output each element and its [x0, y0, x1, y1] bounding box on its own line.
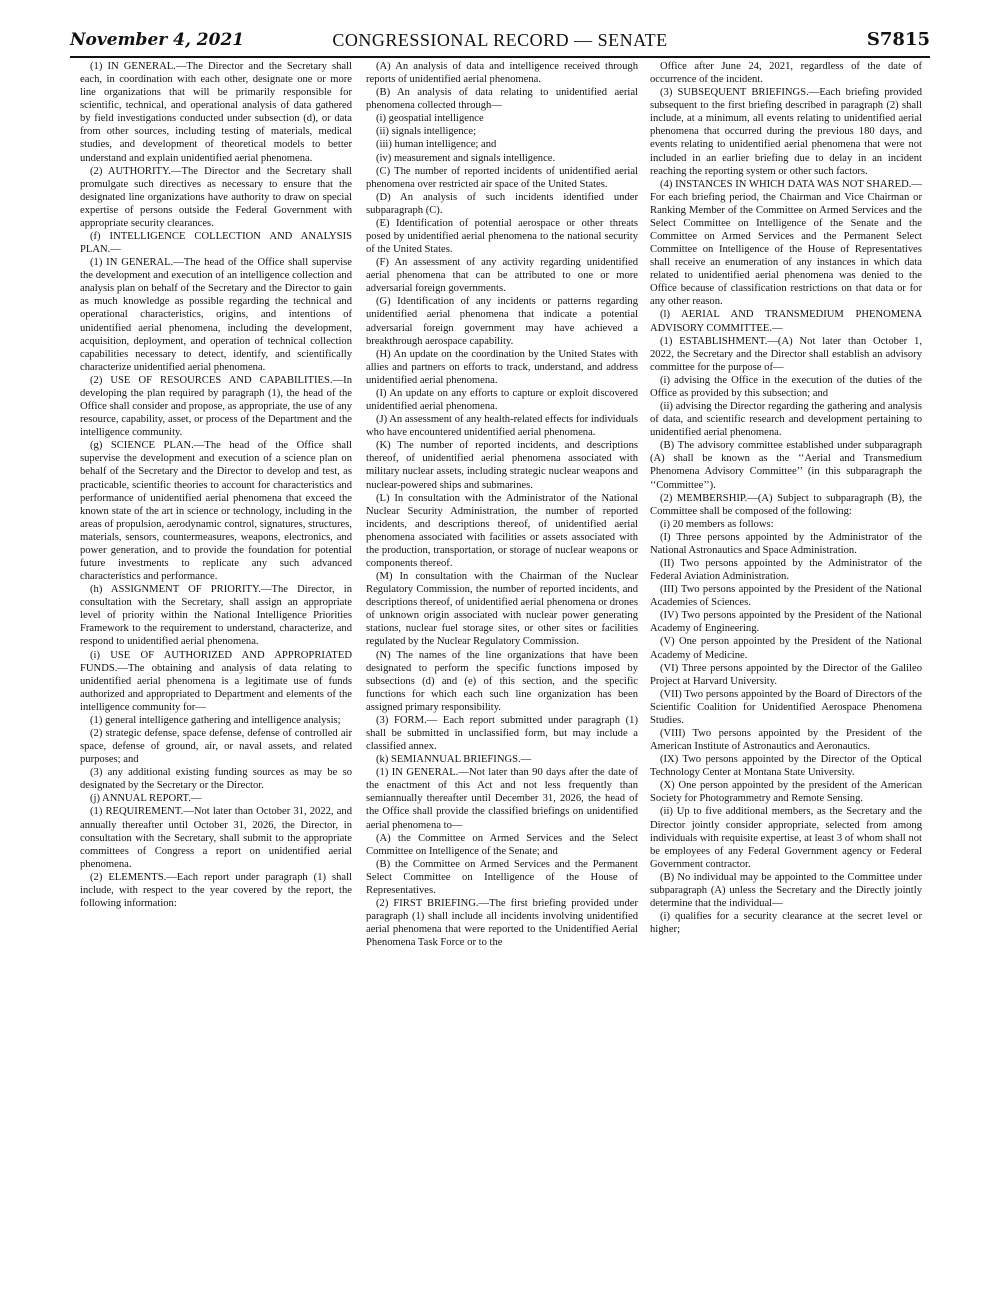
paragraph: (IX) Two persons appointed by the Director of the Optical Technology Center at Montana State University.: [650, 754, 922, 779]
paragraph: (j) ANNUAL REPORT.—: [90, 793, 202, 805]
paragraph: Office after June 24, 2021, regardless of the date of occurrence of the incident.: [650, 61, 922, 86]
paragraph: (i) 20 members as follows:: [660, 518, 774, 530]
paragraph: (f) INTELLIGENCE COLLECTION AND ANALYSIS PLAN.—: [80, 231, 352, 256]
paragraph: (N) The names of the line organizations that have been designated to perform the specific functions imposed by subsections (d) and (e) of this section, and the specific functions for which each such line organization has been assigned primary responsibility.: [366, 649, 638, 713]
paragraph: (X) One person appointed by the president of the American Society for Photogrammetry and Remote Sensing.: [650, 780, 922, 805]
paragraph: (l) AERIAL AND TRANSMEDIUM PHENOMENA ADVISORY COMMITTEE.—: [650, 309, 922, 334]
paragraph: (3) any additional existing funding sources as may be so designated by the Secretary or the Director.: [80, 767, 352, 792]
paragraph: (2) FIRST BRIEFING.—The first briefing provided under paragraph (1) shall include all incidents involving unidentified aerial phenomena that were reported to the Unidentified Aerial Phenomena Task Force or to the: [366, 898, 638, 949]
paragraph: (2) AUTHORITY.—The Director and the Secretary shall promulgate such directives as necessary to ensure that the designated line organizations have authority to draw on special expertise of persons outside the Federal Government with appropriate security clearances.: [80, 165, 352, 229]
text-column-3: [650, 60, 922, 936]
paragraph: (A) An analysis of data and intelligence received through reports of unidentified aerial phenomena.: [366, 61, 638, 86]
paragraph: (K) The number of reported incidents, and descriptions thereof, of unidentified aerial phenomena associated with military nuclear assets, including strategic nuclear weapons and nuclear-powered ships and submarines.: [366, 440, 638, 491]
paragraph: (i) geospatial intelligence: [376, 113, 484, 125]
paragraph: (B) No individual may be appointed to the Committee under subparagraph (A) unless the Secretary and the Directly jointly determine that the individual—: [650, 871, 922, 909]
paragraph: (1) general intelligence gathering and intelligence analysis;: [90, 714, 341, 726]
paragraph: (VIII) Two persons appointed by the President of the American Institute of Astronautics and Aeronautics.: [650, 727, 922, 753]
paragraph: (3) FORM.— Each report submitted under paragraph (1) shall be submitted in unclassified form, but may include a classified annex.: [366, 714, 638, 753]
paragraph: (B) An analysis of data relating to unidentified aerial phenomena collected through—: [366, 87, 638, 112]
paragraph: (M) In consultation with the Chairman of the Nuclear Regulatory Commission, the number of reported incidents, and descriptions thereof, of unidentified aerial phenomena or drones of unknown origin associated with nuclear power generating stations, nuclear fuel storage sites, or other sites or facilities regulated by the Nuclear Regulatory Commission.: [366, 571, 638, 648]
paragraph: (B) The advisory committee established under subparagraph (A) shall be known as the ‘‘Aerial and Transmedium Phenomena Advisory Committee’’ (in this subparagraph the ‘‘Committee’’).: [650, 440, 922, 491]
paragraph: (G) Identification of any incidents or patterns regarding unidentified aerial phenomena that indicate a potential adversarial foreign government may have achieved a breakthrough aerospace capability.: [366, 296, 638, 347]
header-title: CONGRESSIONAL RECORD — SENATE: [332, 30, 668, 50]
paragraph: (C) The number of reported incidents of unidentified aerial phenomena over restricted air space of the United States.: [366, 165, 638, 190]
paragraph: (II) Two persons appointed by the Administrator of the Federal Aviation Administration.: [650, 557, 922, 583]
paragraph: (k) SEMIANNUAL BRIEFINGS.—: [376, 754, 532, 766]
paragraph: (VI) Three persons appointed by the Director of the Galileo Project at Harvard University.: [650, 662, 922, 687]
paragraph: (F) An assessment of any activity regarding unidentified aerial phenomena that can be attributed to one or more adversarial foreign governments.: [366, 257, 638, 295]
paragraph: (2) strategic defense, space defense, defense of controlled air space, defense of ground, air, or naval assets, and related purposes; and: [80, 727, 352, 766]
paragraph: (III) Two persons appointed by the President of the National Academies of Sciences.: [650, 584, 922, 609]
paragraph: (2) USE OF RESOURCES AND CAPABILITIES.—In developing the plan required by paragraph (1), the head of the Office shall consider and propose, as appropriate, the use of any resource, capability, asset, or process of the Department and the intelligence community.: [80, 374, 352, 439]
text-column-1: [80, 60, 352, 910]
header-date: November 4, 2021: [70, 30, 245, 50]
paragraph: (ii) signals intelligence;: [376, 126, 477, 138]
paragraph: (ii) Up to five additional members, as the Secretary and the Director jointly consider appropriate, selected from among individuals with requisite expertise, at least 3 of whom shall not be employees of any Federal Government agency or Federal Government contractor.: [650, 806, 922, 870]
paragraph: (IV) Two persons appointed by the President of the National Academy of Engineering.: [650, 610, 922, 635]
paragraph: (i) qualifies for a security clearance at the secret level or higher;: [650, 911, 922, 936]
paragraph: (L) In consultation with the Administrator of the National Nuclear Security Administration, the number of reported incidents, and descriptions thereof, of unidentified aerial phenomena associated with facilities or assets associated with the production, transportation, or storage of nuclear weapons or components thereof.: [366, 492, 638, 569]
paragraph: (VII) Two persons appointed by the Board of Directors of the Scientific Coalition for Unidentified Aerospace Phenomena Studies.: [650, 688, 922, 726]
paragraph: (2) MEMBERSHIP.—(A) Subject to subparagraph (B), the Committee shall be composed of the following:: [650, 492, 922, 517]
paragraph: (i) advising the Office in the execution of the duties of the Office as provided by this subsection; and: [650, 374, 922, 399]
text-column-2: [366, 60, 638, 949]
paragraph: (I) An update on any efforts to capture or exploit discovered unidentified aerial phenomena.: [366, 387, 638, 413]
paragraph: (4) INSTANCES IN WHICH DATA WAS NOT SHARED.—For each briefing period, the Chairman and Vice Chairman or Ranking Member of the Committee on Armed Services and the Select Committee on Intelligence of the Senate and the Committee on Armed Services and the Permanent Select Committee on Intelligence of the House of Representatives shall receive an enumeration of any instances in which data related to unidentified aerial phenomena was denied to the Office because of classification restrictions on that data or for any other reason.: [650, 178, 922, 308]
paragraph: (D) An analysis of such incidents identified under subparagraph (C).: [366, 191, 638, 216]
paragraph: (1) IN GENERAL.—The Director and the Secretary shall each, in coordination with each other, designate one or more line organizations that will be primarily responsible for scientific, technical, and operational analysis of data gathered by field investigations conducted under subsection (d), or data from other sources, including testing of materials, medical studies, and development of theoretical models to better understand and explain unidentified aerial phenomena.: [80, 61, 352, 164]
paragraph: (1) REQUIREMENT.—Not later than October 31, 2022, and annually thereafter until October 31, 2026, the Director, in consultation with the Secretary, shall submit to the appropriate committees of Congress a report on unidentified aerial phenomena.: [80, 806, 352, 870]
paragraph: (A) the Committee on Armed Services and the Select Committee on Intelligence of the Senate; and: [366, 832, 638, 857]
paragraph: (2) ELEMENTS.—Each report under paragraph (1) shall include, with respect to the year covered by the report, the following information:: [80, 871, 352, 909]
paragraph: (iii) human intelligence; and: [376, 139, 497, 151]
header-page-number: S7815: [866, 29, 930, 50]
paragraph: (E) Identification of potential aerospace or other threats posed by unidentified aerial phenomena to the national security of the United States.: [366, 217, 638, 256]
paragraph: (1) IN GENERAL.—The head of the Office shall supervise the development and execution of an intelligence collection and analysis plan on behalf of the Secretary and the Director to gain as much knowledge as possible regarding the technical and operational characteristics, origins, and intentions of unidentified aerial phenomena, including the development, acquisition, deployment, and operation of technical collection capabilities necessary to detect, identify, and scientifically characterize unidentified aerial phenomena.: [80, 257, 352, 373]
paragraph: (3) SUBSEQUENT BRIEFINGS.—Each briefing provided subsequent to the first briefing described in paragraph (2) shall include, at a minimum, all events relating to unidentified aerial phenomena that occurred during the previous 180 days, and events relating to unidentified aerial phenomena that were not included in an earlier briefing due to delay in an incident reaching the reporting system or other such factors.: [650, 87, 922, 177]
paragraph: (I) Three persons appointed by the Administrator of the National Astronautics and Space Administration.: [650, 531, 922, 556]
paragraph: (ii) advising the Director regarding the gathering and analysis of data, and scientific research and development pertaining to unidentified aerial phenomena.: [650, 401, 922, 439]
paragraph: (1) ESTABLISHMENT.—(A) Not later than October 1, 2022, the Secretary and the Director shall establish an advisory committee for the purpose of—: [650, 335, 922, 373]
paragraph: (h) ASSIGNMENT OF PRIORITY.—The Director, in consultation with the Secretary, shall assign an appropriate level of priority within the National Intelligence Priorities Framework to the requirement to understand, characterize, and respond to unidentified aerial phenomena.: [80, 584, 352, 648]
paragraph: (iv) measurement and signals intelligence.: [376, 152, 556, 164]
paragraph: (H) An update on the coordination by the United States with allies and partners on efforts to track, understand, and address unidentified aerial phenomena.: [366, 348, 638, 386]
header-rule: [70, 56, 930, 58]
paragraph: (J) An assessment of any health-related effects for individuals who have encountered unidentified aerial phenomena.: [366, 414, 638, 439]
paragraph: (1) IN GENERAL.—Not later than 90 days after the date of the enactment of this Act and not less frequently than semiannually thereafter until December 31, 2026, the head of the Office shall provide the classified briefings on unidentified aerial phenomena to—: [366, 767, 638, 831]
paragraph: (g) SCIENCE PLAN.—The head of the Office shall supervise the development and execution of a science plan on behalf of the Secretary and the Director to develop and test, as practicable, scientific theories to account for characteristics and performance of unidentified aerial phenomena that exceed the known state of the art in science or technology, including in the areas of propulsion, aerodynamic control, signatures, structures, materials, sensors, countermeasures, weapons, electronics, and power generation, and to provide the foundation for potential future investments to replicate any such advanced characteristics and performance.: [80, 440, 352, 583]
paragraph: (V) One person appointed by the President of the National Academy of Medicine.: [650, 636, 922, 661]
paragraph: (i) USE OF AUTHORIZED AND APPROPRIATED FUNDS.—The obtaining and analysis of data relating to unidentified aerial phenomena is a legitimate use of funds authorized and appropriated to Department and elements of the intelligence community for—: [80, 649, 352, 713]
paragraph: (B) the Committee on Armed Services and the Permanent Select Committee on Intelligence of the House of Representatives.: [366, 858, 638, 896]
